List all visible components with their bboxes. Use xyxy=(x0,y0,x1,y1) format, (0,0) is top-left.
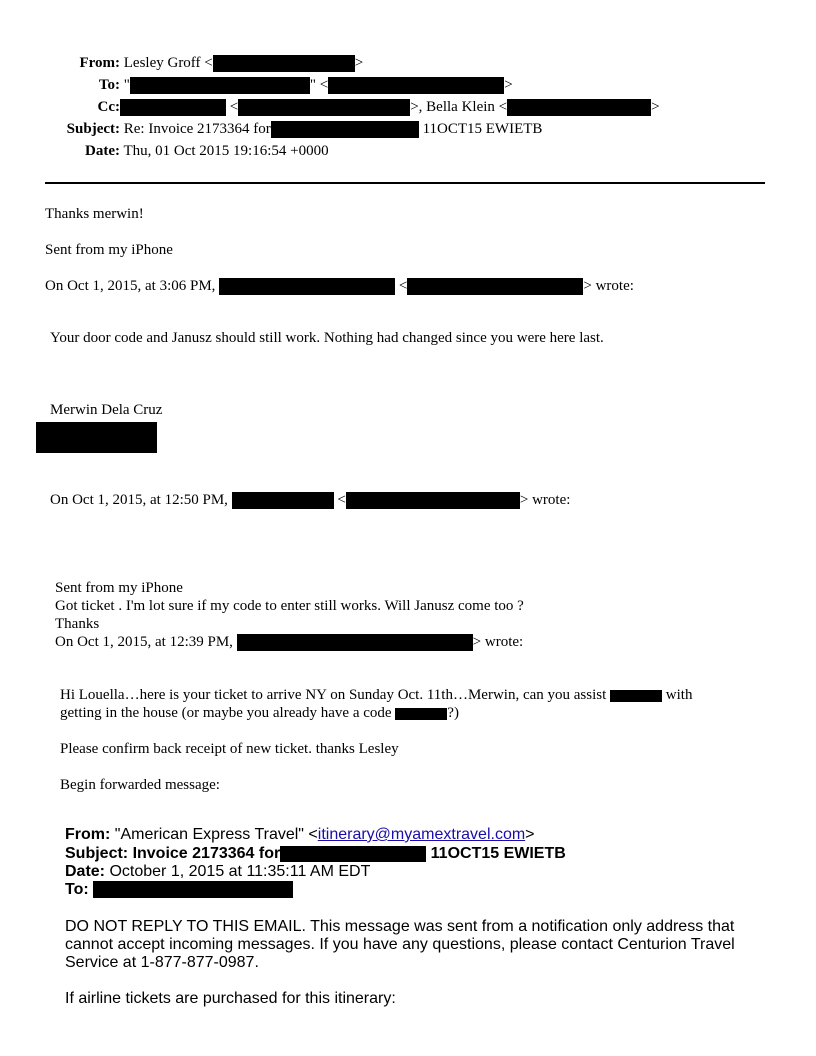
fwd-subject-post: 11OCT15 EWIETB xyxy=(430,845,566,862)
fwd-from-close: > xyxy=(525,826,535,843)
redaction-block xyxy=(271,121,419,138)
redaction-block xyxy=(213,55,355,72)
cc-bella: >, Bella Klein < xyxy=(410,99,508,115)
body-got-ticket: Got ticket . I'm lot sure if my code to enter still works. Will Janusz come too ? xyxy=(55,598,524,614)
redaction-block xyxy=(407,278,583,295)
hi-louella-text-2b: ?) xyxy=(447,705,459,721)
redaction-block xyxy=(130,77,310,94)
fwd-from-value: "American Express Travel" < xyxy=(114,826,318,843)
hi-louella-text-1: Hi Louella…here is your ticket to arrive NY on Sunday Oct. 11th…Merwin, can you assist xyxy=(60,687,607,703)
body-sent-from-iphone: Sent from my iPhone xyxy=(45,242,173,258)
fwd-date-label: Date: xyxy=(65,863,106,880)
redaction-block xyxy=(120,99,226,116)
quote-1-lt: < xyxy=(398,278,408,294)
from-close: > xyxy=(354,55,364,71)
redaction-block xyxy=(346,492,520,509)
fwd-subject-row xyxy=(65,845,566,863)
fwd-date-value: October 1, 2015 at 11:35:11 AM EDT xyxy=(109,863,371,880)
quote-header-2 xyxy=(50,491,570,509)
fwd-notice-line3: Service at 1-877-877-0987. xyxy=(65,954,259,971)
redaction-block xyxy=(93,881,293,898)
header-divider xyxy=(45,182,765,184)
to-quote: " xyxy=(123,77,130,93)
header-to-row xyxy=(60,76,513,94)
signature-name: Merwin Dela Cruz xyxy=(50,402,163,418)
fwd-from-label: From: xyxy=(65,826,111,843)
fwd-to-row xyxy=(65,881,293,899)
fwd-to-label: To: xyxy=(65,881,89,898)
redaction-block xyxy=(237,634,473,651)
redaction-block xyxy=(238,99,410,116)
fwd-notice-line1: DO NOT REPLY TO THIS EMAIL. This message was sent from a notification only address that xyxy=(65,918,735,935)
fwd-subject-label: Subject: Invoice 2173364 for xyxy=(65,845,281,862)
redaction-block xyxy=(232,492,334,509)
redaction-block xyxy=(328,77,504,94)
body-begin-forwarded: Begin forwarded message: xyxy=(60,777,220,793)
body-door-code: Your door code and Janusz should still work. Nothing had changed since you were here last. xyxy=(50,330,604,346)
to-label: To: xyxy=(98,77,120,93)
from-label: From: xyxy=(79,55,120,71)
hi-louella-text-1b: with xyxy=(665,687,693,703)
body-thanks-2: Thanks xyxy=(55,616,100,632)
to-mid: " < xyxy=(309,77,329,93)
body-confirm: Please confirm back receipt of new ticket. thanks Lesley xyxy=(60,741,399,757)
redaction-block xyxy=(219,278,395,295)
cc-close: > xyxy=(651,99,660,115)
subject-label: Subject: xyxy=(66,121,120,137)
quote-header-3 xyxy=(55,633,523,651)
quote-2-date: On Oct 1, 2015, at 12:50 PM, xyxy=(50,492,228,508)
quote-header-1 xyxy=(45,277,634,295)
subject-post: 11OCT15 EWIETB xyxy=(422,121,543,137)
date-label: Date: xyxy=(85,143,120,159)
subject-pre: Re: Invoice 2173364 for xyxy=(123,121,271,137)
header-subject-row xyxy=(60,120,542,138)
quote-1-wrote: > wrote: xyxy=(583,278,634,294)
header-date-row xyxy=(60,142,329,160)
cc-lt: < xyxy=(229,99,239,115)
from-value: Lesley Groff < xyxy=(123,55,213,71)
redaction-block xyxy=(36,422,157,453)
header-cc-row xyxy=(60,98,660,116)
body-hi-louella-line2 xyxy=(60,704,459,722)
fwd-from-email-link[interactable]: itinerary@myamextravel.com xyxy=(317,826,526,843)
fwd-date-row xyxy=(65,863,370,881)
redaction-block xyxy=(507,99,651,116)
body-sent-from-iphone-2: Sent from my iPhone xyxy=(55,580,183,596)
quote-2-lt: < xyxy=(337,492,346,508)
body-thanks: Thanks merwin! xyxy=(45,206,144,222)
quote-2-wrote: > wrote: xyxy=(519,492,571,508)
date-value: Thu, 01 Oct 2015 19:16:54 +0000 xyxy=(123,143,329,159)
fwd-notice-line2: cannot accept incoming messages. If you have any questions, please contact Centurion Travel xyxy=(65,936,735,953)
cc-label: Cc: xyxy=(97,99,120,115)
quote-1-date: On Oct 1, 2015, at 3:06 PM, xyxy=(45,278,216,294)
redaction-block xyxy=(280,846,426,862)
quote-3-date: On Oct 1, 2015, at 12:39 PM, xyxy=(55,634,233,650)
fwd-airline-tickets: If airline tickets are purchased for this itinerary: xyxy=(65,990,396,1007)
fwd-from-row xyxy=(65,826,535,844)
body-hi-louella-line1 xyxy=(60,686,692,704)
redaction-block xyxy=(395,708,447,720)
header-from-row xyxy=(60,54,363,72)
to-close: > xyxy=(504,77,513,93)
hi-louella-text-2: getting in the house (or maybe you already have a code xyxy=(60,705,392,721)
quote-3-wrote: > wrote: xyxy=(472,634,524,650)
redaction-block xyxy=(610,690,662,702)
